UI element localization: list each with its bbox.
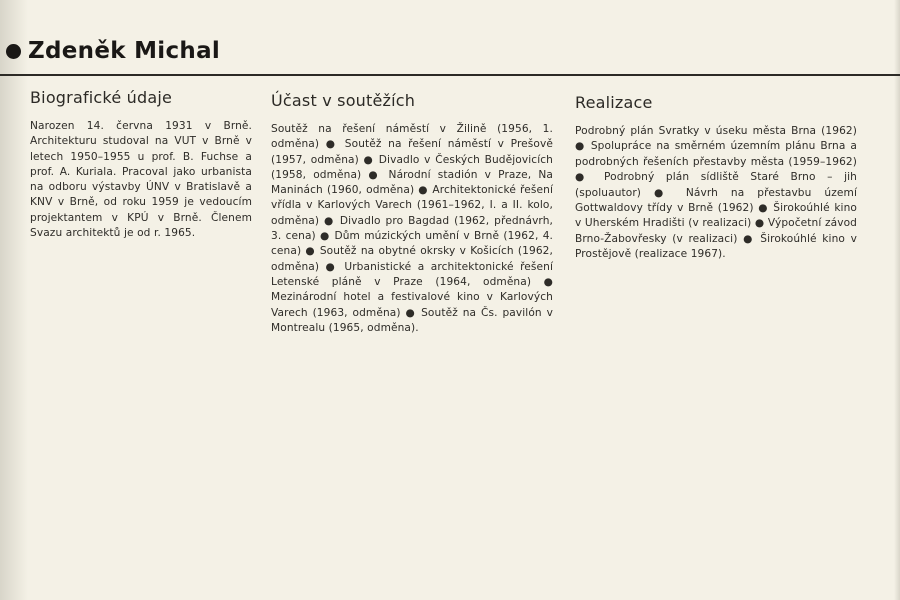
realizations-section xyxy=(575,93,857,263)
bullet-icon xyxy=(6,44,21,59)
competitions-text: Soutěž na řešení náměstí v Žilině (1956, 1. odměna) ● Soutěž na řešení náměstí v Prešově (1957, odměna) ● Divadlo v Českých Budějovicích (1958, odměna) ● Národní stadión v Praze, Na Maninách (1960, odměna) ● Architektonické řešení vřídla v Karlových Varech (1961–1962, I. a II. kolo, odměna) ● Divadlo pro Bagdad (1962, přednávrh, 3. cena) ● Dům múzických umění v Brně (1962, 4. cena) ● Soutěž na obytné okrsky v Košicích (1962, odměna) ● Urbanistické a architektonické řešení Letenské pláně v Praze (1964, odměna) ● Mezinárodní hotel a festivalové kino v Karlových Varech (1963, odměna) ● Soutěž na Čs. pavilón v Montrealu (1965, odměna). xyxy=(271,123,553,334)
page-header xyxy=(6,38,220,64)
competitions-section xyxy=(271,91,553,336)
page-edge xyxy=(894,0,900,600)
architect-name: Zdeněk Michal xyxy=(28,38,221,64)
competitions-heading: Účast v soutěžích xyxy=(271,91,416,110)
realizations-heading: Realizace xyxy=(575,93,653,112)
biography-text: Narozen 14. června 1931 v Brně. Architekturu studoval na VUT v Brně v letech 1950–1955 u prof. B. Fuchse a prof. A. Kuriala. Pracoval jako urbanista na odboru výstavby ÚNV v Bratislavě a KNV v Brně, od roku 1959 je vedoucím projektantem v KPÚ v Brně. Členem Svazu architektů je od r. 1965. xyxy=(30,120,252,240)
header-divider xyxy=(0,74,900,76)
biography-section xyxy=(30,88,252,241)
realizations-text: Podrobný plán Svratky v úseku města Brna (1962) ● Spolupráce na směrném územním plánu Brna a podrobných řešeních přestavby města (1959–1962) ● Podrobný plán sídliště Staré Brno – jih (spoluautor) ● Návrh na přestavbu území Gottwaldovy třídy v Brně (1962) ● Širokoúhlé kino v Uherském Hradišti (v realizaci) ● Výpočetní závod Brno-Žabovřesky (v realizaci) ● Širokoúhlé kino v Prostějově (realizace 1967). xyxy=(575,125,857,261)
biography-heading: Biografické údaje xyxy=(30,88,173,107)
page-gutter-shadow xyxy=(0,0,28,600)
